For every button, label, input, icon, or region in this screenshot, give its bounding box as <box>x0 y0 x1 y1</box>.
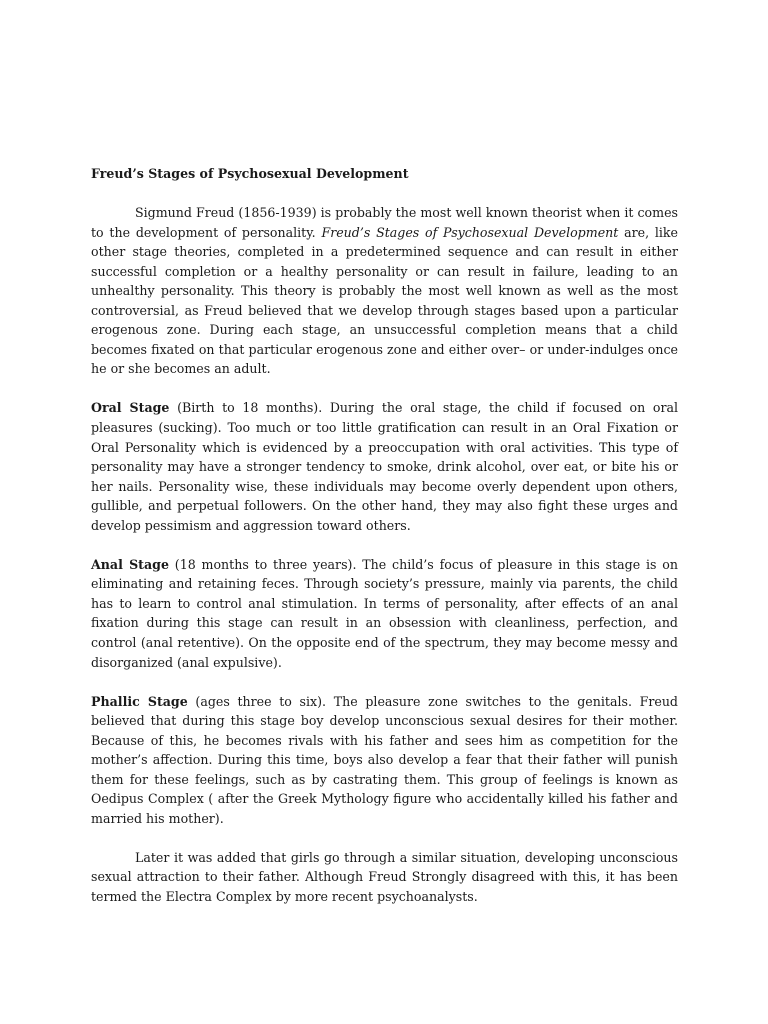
anal-stage-text: (18 months to three years). The child’s focus of pleasure in this stage is on eliminating and retaining feces. Through society’s pressure, mainly via parents, the child has to learn to control anal stimulation. In terms of personality, after effects of an anal fixation during this stage can result in an obsession with cleanliness, perfection, and control (anal retentive). On the opposite end of the spectrum, they may become messy and disorganized (anal expulsive). <box>91 556 678 670</box>
anal-stage-heading: Anal Stage <box>91 556 169 572</box>
intro-text-start: Sigmund Freud (1856-1939) is probably the most well known theorist when it comes to the development of personality. <box>91 205 678 240</box>
intro-text-end: are, like other stage theories, completed in a predetermined sequence and can result in either successful completion or a healthy personality or can result in failure, leading to an unhealthy personality. This theory is probably the most well known as well as the most controversial, as Freud believed that we develop through stages based upon a particular erogenous zone. During each stage, an unsuccessful completion means that a child becomes fixated on that particular erogenous zone and either over– or under-indulges once he or she becomes an adult. <box>91 224 679 377</box>
anal-stage-paragraph <box>91 555 678 672</box>
document-body <box>91 164 678 926</box>
intro-italic-title: Freud’s Stages of Psychosexual Development <box>321 224 619 240</box>
document-title: Freud’s Stages of Psychosexual Development <box>91 166 409 181</box>
phallic-stage-paragraph <box>91 692 678 829</box>
oral-stage-heading: Oral Stage <box>91 400 170 416</box>
electra-text: Later it was added that girls go through a similar situation, developing unconscious sexual attraction to their father. Although Freud Strongly disagreed with this, it has been termed the Electra Complex by more recent psychoanalysts. <box>91 849 678 904</box>
electra-paragraph <box>91 848 678 907</box>
intro-paragraph <box>91 203 678 379</box>
phallic-stage-heading: Phallic Stage <box>91 693 188 709</box>
phallic-stage-text: (ages three to six). The pleasure zone switches to the genitals. Freud believed that during this stage boy develop unconscious sexual desires for their mother. Because of this, he becomes rivals with his father and sees him as competition for the mother’s affection. During this time, boys also develop a fear that their father will punish them for these feelings, such as by castrating them. This group of feelings is known as Oedipus Complex ( after the Greek Mythology figure who accidentally killed his father and married his mother). <box>91 693 678 826</box>
oral-stage-paragraph <box>91 398 678 535</box>
oral-stage-text: (Birth to 18 months). During the oral stage, the child if focused on oral pleasures (sucking). Too much or too little gratification can result in an Oral Fixation or Oral Personality which is evidenced by a preoccupation with oral activities. This type of personality may have a stronger tendency to smoke, drink alcohol, over eat, or bite his or her nails. Personality wise, these individuals may become overly dependent upon others, gullible, and perpetual followers. On the other hand, they may also fight these urges and develop pessimism and aggression toward others. <box>91 400 678 533</box>
